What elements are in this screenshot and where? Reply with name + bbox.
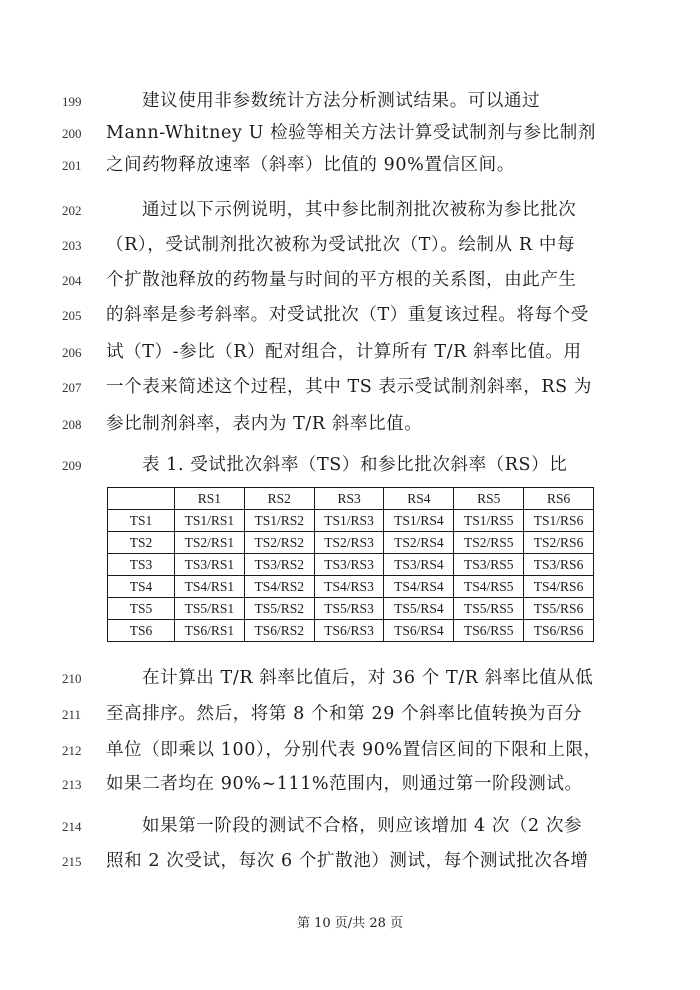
table-caption-line bbox=[0, 450, 700, 480]
table-cell: TS2/RS2 bbox=[244, 532, 314, 554]
line-text: 参比制剂斜率，表内为 T/R 斜率比值。 bbox=[106, 414, 423, 434]
table-cell: TS6/RS3 bbox=[314, 620, 384, 642]
table-cell: TS1/RS5 bbox=[454, 510, 524, 532]
table-cell: TS1/RS4 bbox=[384, 510, 454, 532]
table-cell: TS4/RS1 bbox=[175, 576, 245, 598]
table-cell: TS5/RS2 bbox=[244, 598, 314, 620]
table-cell: TS4/RS3 bbox=[314, 576, 384, 598]
table-cell: TS4/RS5 bbox=[454, 576, 524, 598]
line-number: 203 bbox=[62, 238, 82, 253]
table-header-cell: RS6 bbox=[524, 488, 594, 510]
line-number: 210 bbox=[62, 671, 82, 686]
table-cell: TS1/RS3 bbox=[314, 510, 384, 532]
table-cell: TS5/RS1 bbox=[175, 598, 245, 620]
table-cell: TS2/RS5 bbox=[454, 532, 524, 554]
line-text: 在计算出 T/R 斜率比值后，对 36 个 T/R 斜率比值从低 bbox=[142, 668, 594, 688]
table-cell: TS4/RS2 bbox=[244, 576, 314, 598]
line-number: 204 bbox=[62, 273, 82, 288]
line-number: 201 bbox=[62, 158, 82, 173]
line-text: 照和 2 次受试，每次 6 个扩散池）测试，每个测试批次各增 bbox=[106, 851, 589, 871]
line-number: 199 bbox=[62, 94, 82, 109]
line-number: 211 bbox=[62, 707, 82, 722]
table-cell: TS3/RS3 bbox=[314, 554, 384, 576]
table-cell: TS5/RS6 bbox=[524, 598, 594, 620]
line-number: 209 bbox=[62, 458, 82, 473]
text-line bbox=[0, 769, 700, 799]
table-cell: TS2/RS1 bbox=[175, 532, 245, 554]
table-header-cell: RS2 bbox=[244, 488, 314, 510]
table-header-cell: RS1 bbox=[175, 488, 245, 510]
text-line bbox=[0, 699, 700, 729]
line-number: 200 bbox=[62, 126, 82, 141]
table-row bbox=[108, 576, 594, 598]
table-cell: TS5/RS3 bbox=[314, 598, 384, 620]
table-cell: TS1/RS2 bbox=[244, 510, 314, 532]
table-cell: TS6/RS6 bbox=[524, 620, 594, 642]
table-cell: TS2/RS4 bbox=[384, 532, 454, 554]
text-line bbox=[0, 372, 700, 402]
text-line bbox=[0, 86, 700, 116]
text-line bbox=[0, 150, 700, 180]
line-text: 试（T）-参比（R）配对组合，计算所有 T/R 斜率比值。用 bbox=[106, 342, 582, 362]
table-cell: TS2/RS6 bbox=[524, 532, 594, 554]
table-caption: 表 1. 受试批次斜率（TS）和参比批次斜率（RS）比 bbox=[142, 455, 568, 475]
table-row bbox=[108, 532, 594, 554]
table-cell: TS3/RS6 bbox=[524, 554, 594, 576]
table-cell: TS3/RS1 bbox=[175, 554, 245, 576]
line-text: 单位（即乘以 100），分别代表 90%置信区间的下限和上限， bbox=[106, 740, 602, 760]
table-cell: TS4/RS6 bbox=[524, 576, 594, 598]
table-cell: TS6/RS2 bbox=[244, 620, 314, 642]
line-text: （R），受试制剂批次被称为受试批次（T）。绘制从 R 中每 bbox=[106, 235, 576, 255]
table-row bbox=[108, 510, 594, 532]
table-row bbox=[108, 598, 594, 620]
page-footer: 第 10 页/共 28 页 bbox=[297, 916, 403, 931]
line-number: 214 bbox=[62, 819, 82, 834]
line-number: 212 bbox=[62, 743, 82, 758]
table-cell: TS1/RS6 bbox=[524, 510, 594, 532]
table-row bbox=[108, 620, 594, 642]
table-cell: TS2 bbox=[108, 532, 175, 554]
table-cell: TS2/RS3 bbox=[314, 532, 384, 554]
line-text: 建议使用非参数统计方法分析测试结果。可以通过 bbox=[142, 91, 541, 111]
line-number: 205 bbox=[62, 308, 82, 323]
text-line bbox=[0, 230, 700, 260]
line-text: Mann-Whitney U 检验等相关方法计算受试制剂与参比制剂 bbox=[106, 123, 596, 143]
line-text: 至高排序。然后，将第 8 个和第 29 个斜率比值转换为百分 bbox=[106, 704, 583, 724]
line-text: 的斜率是参考斜率。对受试批次（T）重复该过程。将每个受 bbox=[106, 305, 589, 325]
table-cell: TS6/RS1 bbox=[175, 620, 245, 642]
slope-ratio-table bbox=[107, 487, 594, 642]
line-number: 213 bbox=[62, 777, 82, 792]
table-cell: TS1 bbox=[108, 510, 175, 532]
text-line bbox=[0, 337, 700, 367]
table-cell: TS5/RS4 bbox=[384, 598, 454, 620]
table-cell: TS5 bbox=[108, 598, 175, 620]
text-line bbox=[0, 118, 700, 148]
text-line bbox=[0, 195, 700, 225]
line-text: 通过以下示例说明，其中参比制剂批次被称为参比批次 bbox=[142, 200, 577, 220]
line-text: 一个表来简述这个过程，其中 TS 表示受试制剂斜率，RS 为 bbox=[106, 377, 593, 397]
table-header-cell: RS3 bbox=[314, 488, 384, 510]
text-line bbox=[0, 663, 700, 693]
text-line bbox=[0, 811, 700, 841]
table-row bbox=[108, 554, 594, 576]
table-cell: TS4 bbox=[108, 576, 175, 598]
text-line bbox=[0, 300, 700, 330]
line-number: 215 bbox=[62, 854, 82, 869]
line-text: 如果第一阶段的测试不合格，则应该增加 4 次（2 次参 bbox=[142, 816, 583, 836]
table-header-cell: RS5 bbox=[454, 488, 524, 510]
text-line bbox=[0, 735, 700, 765]
line-text: 如果二者均在 90%~111%范围内，则通过第一阶段测试。 bbox=[106, 774, 583, 794]
table-cell: TS3/RS2 bbox=[244, 554, 314, 576]
table-cell: TS3 bbox=[108, 554, 175, 576]
table-header-cell: RS4 bbox=[384, 488, 454, 510]
table-cell: TS6/RS5 bbox=[454, 620, 524, 642]
table-cell: TS3/RS4 bbox=[384, 554, 454, 576]
table-cell: TS6 bbox=[108, 620, 175, 642]
line-number: 207 bbox=[62, 380, 82, 395]
text-line bbox=[0, 409, 700, 439]
line-number: 206 bbox=[62, 345, 82, 360]
table-cell: TS3/RS5 bbox=[454, 554, 524, 576]
text-line bbox=[0, 846, 700, 876]
line-text: 之间药物释放速率（斜率）比值的 90%置信区间。 bbox=[106, 155, 515, 175]
table-cell: TS4/RS4 bbox=[384, 576, 454, 598]
text-line bbox=[0, 265, 700, 295]
line-number: 202 bbox=[62, 203, 82, 218]
table-cell: TS6/RS4 bbox=[384, 620, 454, 642]
line-text: 个扩散池释放的药物量与时间的平方根的关系图，由此产生 bbox=[106, 270, 577, 290]
table-cell: TS1/RS1 bbox=[175, 510, 245, 532]
table-header-row bbox=[108, 488, 594, 510]
line-number: 208 bbox=[62, 417, 82, 432]
table-header-cell bbox=[108, 488, 175, 510]
table-cell: TS5/RS5 bbox=[454, 598, 524, 620]
